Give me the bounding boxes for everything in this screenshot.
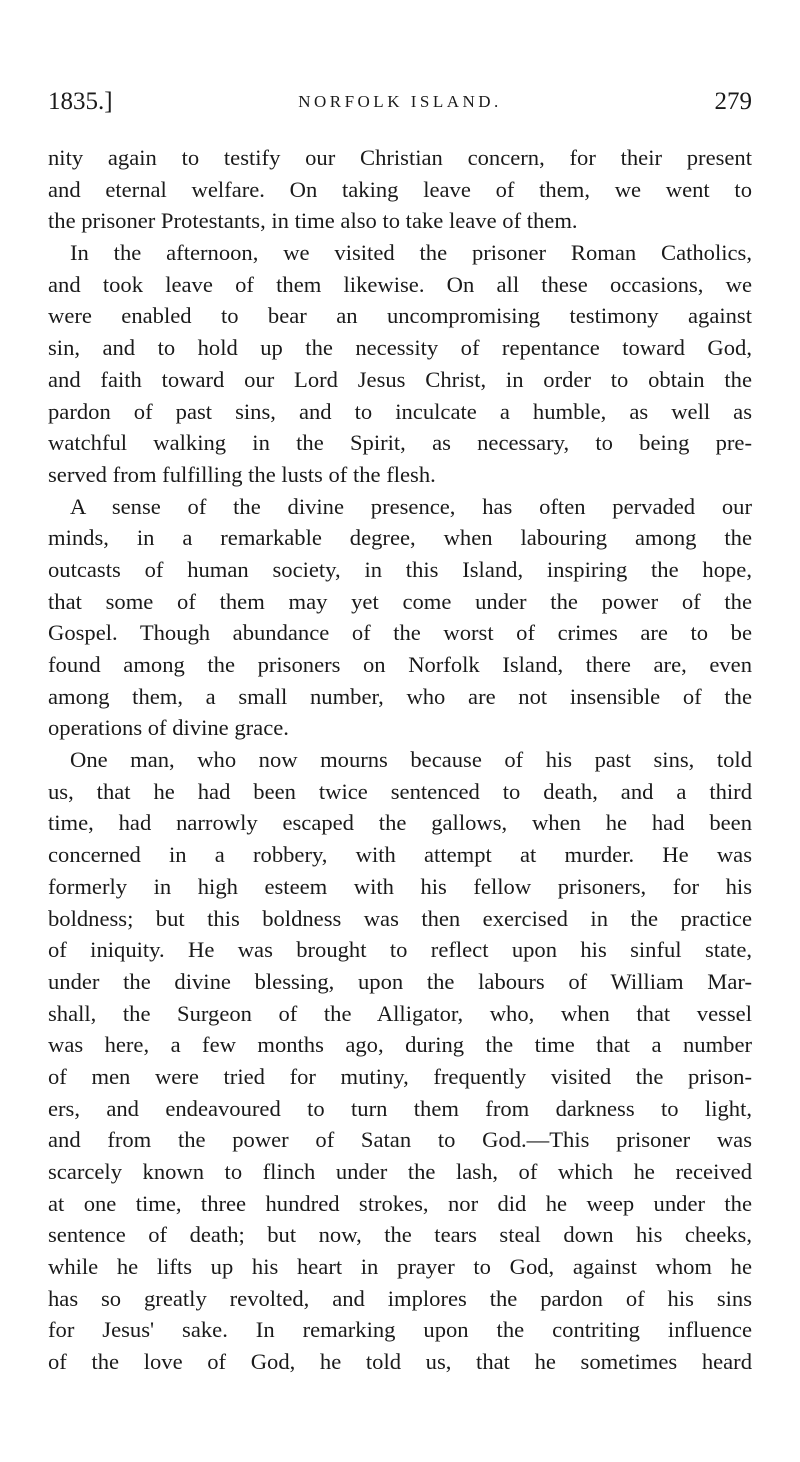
text-line: A sense of the divine presence, has often pervaded our (70, 493, 752, 519)
text-line: formerly in high esteem with his fellow prisoners, for his (48, 873, 752, 899)
text-line: served from fulfilling the lusts of the flesh. (48, 461, 436, 487)
text-line: sin, and to hold up the necessity of repentance toward God, (48, 335, 752, 361)
text-line: among them, a small number, who are not insensible of the (48, 683, 752, 709)
page-number: 279 (714, 88, 752, 115)
text-line: under the divine blessing, upon the labours of William Mar- (48, 968, 752, 994)
text-line: One man, who now mourns because of his past sins, told (70, 747, 752, 773)
text-line: has so greatly revolted, and implores the pardon of his sins (48, 1285, 752, 1311)
text-line: of iniquity. He was brought to reflect upon his sinful state, (48, 937, 752, 963)
text-line: of the love of God, he told us, that he sometimes heard (48, 1349, 752, 1375)
text-line: ers, and endeavoured to turn them from darkness to light, (48, 1095, 752, 1121)
running-header (48, 86, 752, 118)
text-line: was here, a few months ago, during the time that a number (48, 1032, 752, 1058)
text-line: pardon of past sins, and to inculcate a humble, as well as (48, 398, 752, 424)
text-line: of men were tried for mutiny, frequently visited the prison- (48, 1063, 752, 1089)
text-line: us, that he had been twice sentenced to death, and a third (48, 778, 752, 804)
text-line: and took leave of them likewise. On all these occasions, we (48, 271, 752, 297)
text-line: and from the power of Satan to God.—This prisoner was (48, 1127, 752, 1153)
text-line: minds, in a remarkable degree, when labouring among the (48, 525, 752, 551)
text-line: shall, the Surgeon of the Alligator, who, when that vessel (48, 1000, 752, 1026)
text-line: the prisoner Protestants, in time also to take leave of them. (48, 208, 578, 234)
text-line: and faith toward our Lord Jesus Christ, in order to obtain the (48, 366, 752, 392)
text-line: outcasts of human society, in this Island, inspiring the hope, (48, 556, 752, 582)
text-line: scarcely known to flinch under the lash, of which he received (48, 1159, 752, 1184)
text-line: watchful walking in the Spirit, as necessary, to being pre- (48, 430, 752, 456)
body-text (48, 142, 752, 1378)
text-line: that some of them may yet come under the power of the (48, 588, 752, 614)
text-line: and eternal welfare. On taking leave of them, we went to (48, 176, 752, 202)
text-line: boldness; but this boldness was then exercised in the practice (48, 905, 752, 931)
text-line: concerned in a robbery, with attempt at murder. He was (48, 842, 752, 868)
text-line: for Jesus' sake. In remarking upon the contriting influence (48, 1317, 752, 1343)
header-date: 1835.] (48, 88, 113, 115)
text-line: Gospel. Though abundance of the worst of crimes are to be (48, 620, 752, 646)
text-line: found among the prisoners on Norfolk Island, there are, even (48, 652, 752, 677)
text-line: In the afternoon, we visited the prisoner Roman Catholics, (70, 240, 752, 266)
running-title: NORFOLK ISLAND. (298, 92, 502, 111)
text-line: at one time, three hundred strokes, nor did he weep under the (48, 1190, 752, 1216)
text-line: sentence of death; but now, the tears steal down his cheeks, (48, 1222, 752, 1248)
text-line: while he lifts up his heart in prayer to God, against whom he (48, 1254, 752, 1280)
text-line: nity again to testify our Christian concern, for their present (48, 145, 752, 170)
text-line: were enabled to bear an uncompromising testimony against (48, 303, 752, 329)
text-line: operations of divine grace. (48, 715, 289, 741)
text-line: time, had narrowly escaped the gallows, when he had been (48, 810, 752, 836)
